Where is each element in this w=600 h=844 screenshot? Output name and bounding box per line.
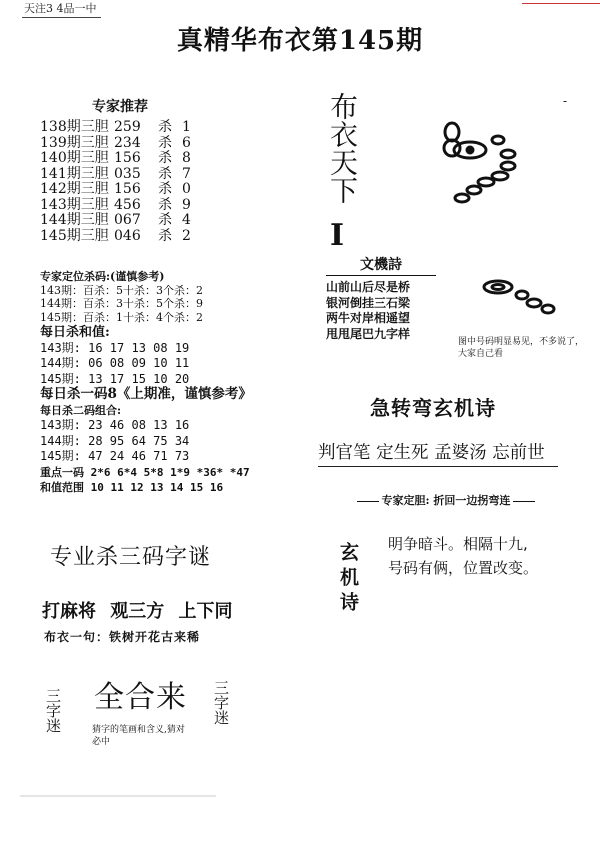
expert-row-kill-label: 杀 — [158, 134, 172, 151]
expert-row-period: 138期三胆 — [40, 119, 109, 135]
daily-two-code-head: 每日杀二码组合: — [40, 403, 122, 417]
position-kill-row: 144期：百杀：3十杀：5个杀：9 — [40, 297, 203, 310]
wenji-poem-note: 图中号码明显易见，不多说了，大家自己看 — [458, 337, 585, 359]
riddle-note: 猜字的笔画和含义,猜对必中 — [92, 725, 185, 747]
expert-recommend-row — [40, 198, 200, 214]
wenji-poem-title: 文機詩 — [326, 254, 436, 276]
daily-sum-row: 144期: 06 08 09 10 11 — [40, 356, 190, 370]
jizhuan-line: 判官笔 定生死 孟婆汤 忘前世 — [318, 439, 558, 467]
expert-recommend-row — [40, 229, 200, 245]
expert-row-kill-digit: 9 — [182, 196, 191, 213]
daily-sum-range: 和值范围 10 11 12 13 14 15 16 — [40, 481, 224, 494]
expert-row-kill-digit: 4 — [182, 212, 191, 228]
ring-shapes-image — [470, 275, 565, 320]
daily-two-code-row: 145期: 47 24 46 71 73 — [40, 449, 190, 463]
riddle-center-text: 全合来 — [94, 680, 187, 715]
position-kill-section — [40, 270, 230, 324]
buyi-vertical-title — [326, 92, 358, 204]
daily-section — [40, 325, 250, 496]
expert-row-kill-label: 杀 — [158, 212, 172, 228]
position-kill-row: 143期：百杀：5十杀：3个杀：2 — [40, 283, 203, 297]
wenji-poem-section — [326, 254, 436, 342]
expert-row-kill-label: 杀 — [158, 181, 172, 197]
expert-row-number: 456 — [114, 196, 141, 213]
wenji-poem-line: 山前山后尽是桥 — [326, 280, 411, 294]
position-kill-row: 145期：百杀：1十杀：4个杀：2 — [40, 310, 203, 324]
daily-sum-row: 143期: 16 17 13 08 19 — [40, 340, 190, 355]
jizhuan-title: 急转弯玄机诗 — [370, 396, 496, 420]
expert-recommend-row — [40, 167, 200, 183]
wenji-poem-line: 甩甩尾巴九字样 — [326, 326, 411, 341]
corner-divider — [522, 0, 600, 4]
expert-row-period: 140期三胆 — [40, 150, 109, 166]
expert-recommend-list — [40, 120, 200, 244]
expert-row-number: 156 — [114, 150, 141, 166]
expert-recommend-row — [40, 151, 200, 167]
kill-three-clue: 打麻将 观三方 上下同 — [42, 601, 233, 622]
expert-recommend-row — [40, 120, 200, 136]
xuanji-poem-line: 号码有俩，位置改变。 — [388, 559, 539, 577]
daily-one-code: 每日杀一码8《上期准，谨慎参考》 — [40, 386, 252, 402]
dash-divider — [513, 501, 535, 502]
expert-row-number: 259 — [114, 119, 141, 135]
expert-row-kill-digit: 1 — [182, 119, 191, 135]
buyi-roman-numeral: I — [330, 218, 345, 253]
position-kill-title: 专家定位杀码:(谨慎参考) — [40, 270, 165, 283]
dash-divider — [357, 501, 379, 502]
expert-row-kill-label: 杀 — [158, 227, 172, 244]
buyi-vertical-text: 布衣天下 — [326, 92, 359, 204]
xuanji-poem-line: 明争暗斗。相隔十九, — [388, 535, 528, 553]
expert-row-period: 144期三胆 — [40, 212, 109, 228]
puzzle-shape-image — [430, 110, 540, 220]
corner-tag: 天注3 4品一中 — [22, 0, 101, 18]
expert-recommend-row — [40, 182, 200, 198]
expert-row-kill-label: 杀 — [158, 165, 172, 182]
expert-row-kill-label: 杀 — [158, 196, 172, 213]
expert-row-period: 145期三胆 — [40, 227, 109, 244]
expert-row-kill-digit: 2 — [182, 227, 191, 244]
daily-two-code-row: 144期: 28 95 64 75 34 — [40, 433, 190, 448]
expert-row-period: 143期三胆 — [40, 196, 109, 213]
xuanji-vertical-title: 玄机诗 — [337, 542, 359, 617]
daily-two-code-row: 143期: 23 46 08 13 16 — [40, 418, 190, 432]
expert-recommend-title: 专家推荐 — [92, 99, 148, 115]
expert-fix-text: 专家定胆: 折回一边拐弯连 — [381, 494, 511, 507]
page-title: 真精华布衣第145期 — [176, 26, 424, 56]
expert-recommend-row — [40, 136, 200, 152]
expert-row-number: 156 — [114, 181, 141, 197]
expert-row-period: 139期三胆 — [40, 134, 109, 151]
expert-row-kill-digit: 6 — [182, 134, 191, 151]
expert-row-number: 067 — [114, 212, 141, 228]
expert-row-kill-digit: 0 — [182, 181, 191, 197]
daily-sum-head: 每日杀和值: — [40, 325, 110, 340]
expert-row-kill-digit: 8 — [182, 150, 191, 166]
expert-recommend-section — [40, 96, 200, 244]
corner-mark: - — [563, 94, 568, 108]
expert-row-kill-label: 杀 — [158, 119, 172, 135]
expert-row-number: 046 — [114, 227, 141, 244]
daily-sum-row: 145期: 13 17 15 10 20 — [40, 371, 190, 386]
expert-row-kill-digit: 7 — [182, 165, 191, 182]
expert-fix-line — [342, 492, 550, 508]
expert-row-period: 141期三胆 — [40, 165, 109, 182]
three-char-riddle-right: 三字迷 — [212, 680, 230, 725]
expert-row-number: 234 — [114, 134, 141, 151]
wenji-poem-line: 银河倒挂三石梁 — [326, 295, 411, 310]
expert-row-number: 035 — [114, 165, 141, 182]
bottom-divider — [20, 795, 216, 797]
three-char-riddle-left: 三字迷 — [44, 688, 62, 733]
kill-three-title: 专业杀三码字谜 — [50, 545, 212, 570]
buyi-one-line: 布衣一句：铁树开花古来稀 — [44, 630, 201, 644]
expert-row-kill-label: 杀 — [158, 150, 172, 166]
expert-recommend-row — [40, 213, 200, 229]
expert-row-period: 142期三胆 — [40, 181, 109, 197]
wenji-poem-line: 两牛对岸相遥望 — [326, 311, 411, 325]
xuanji-poem — [388, 532, 538, 580]
daily-focus-code: 重点一码 2*6 6*4 5*8 1*9 *36* *47 — [40, 465, 250, 479]
